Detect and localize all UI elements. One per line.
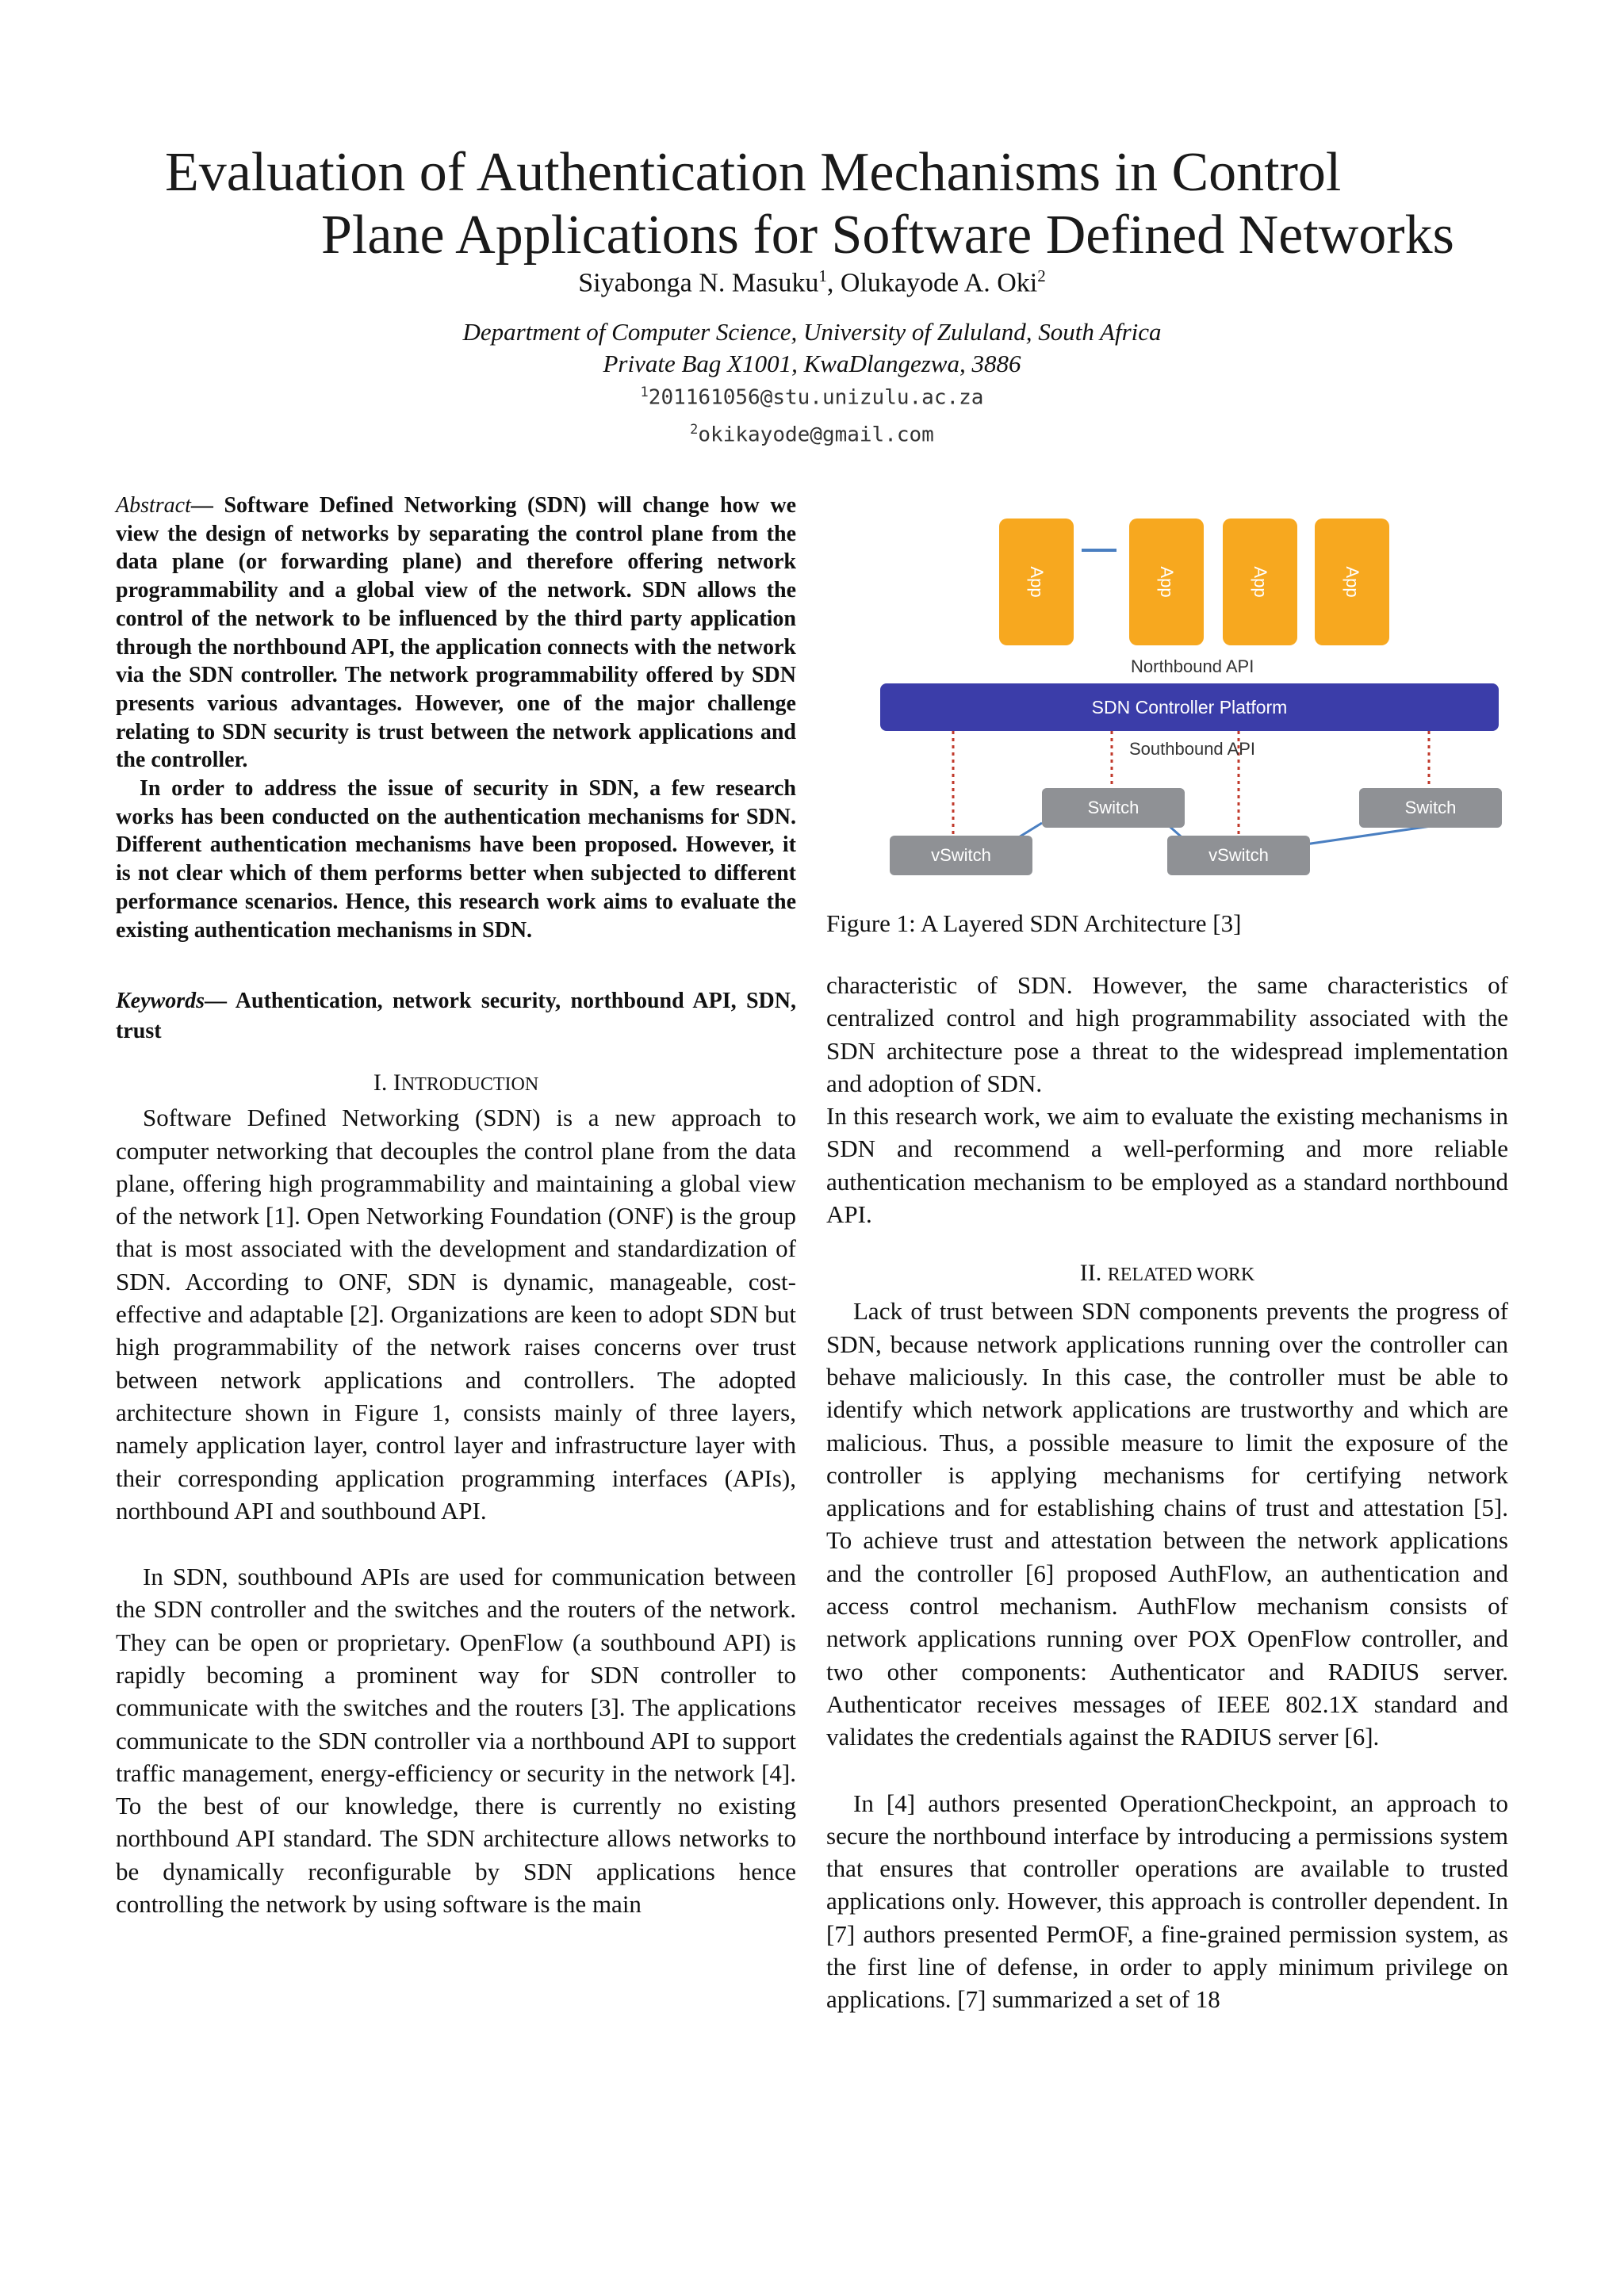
section-heading-introduction: [116, 1066, 796, 1101]
keywords-label: Keywords: [116, 989, 205, 1014]
section-1-initial: I: [393, 1070, 401, 1096]
intro-paragraph-2: In SDN, southbound APIs are used for communication between the SDN controller and the switches and the routers of the network. They can be open or proprietary. OpenFlow (a southbound API) is rapidly becoming a prominent way for SDN controller to communicate with the switches and the routers [3]. The applications communicate to the SDN controller via a northbound API to support traffic management, energy-efficiency or security in the network [4]. To the best of our knowledge, there is currently no existing northbound API standard. The SDN architecture allows networks to be dynamically reconfigurable by SDN applications hence controlling the network by using software is the main: [116, 1563, 796, 1919]
author-1: Siyabonga N. Masuku: [578, 268, 819, 298]
email-2-mark: 2: [690, 422, 699, 438]
abstract-label: Abstract: [116, 493, 191, 518]
section-heading-related-work: [826, 1257, 1508, 1292]
paper-title-line-2: Plane Applications for Software Defined Networks: [321, 205, 1454, 266]
abstract-text-2: In order to address the issue of security in SDN, a few research works has been conducted on the authentication mechanisms for SDN. Different authentication mechanisms have been proposed. However, it is not clear which of them performs better when subjected to different performance scenarios. Hence, this research work aims to evaluate the existing authentication mechanisms in SDN.: [116, 776, 796, 943]
email-1: [0, 385, 1624, 410]
sdn-controller-platform: SDN Controller Platform: [880, 683, 1499, 731]
affiliation-line-2: Private Bag X1001, KwaDlangezwa, 3886: [603, 350, 1021, 377]
figure-caption: Figure 1: A Layered SDN Architecture [3]: [826, 909, 1242, 937]
switch-box-2: Switch: [1359, 788, 1502, 828]
email-2: [0, 422, 1624, 447]
paper-title-line-1: Evaluation of Authentication Mechanisms in Control: [165, 142, 1342, 203]
abstract-paragraph-1: [116, 492, 796, 775]
abstract-dash: —: [190, 493, 213, 518]
section-2-numeral: II.: [1079, 1260, 1108, 1287]
sdn-architecture-figure: [874, 515, 1508, 888]
vswitch-box-1: vSwitch: [890, 836, 1032, 875]
northbound-api-label: Northbound API: [1131, 656, 1254, 676]
abstract-paragraph-2: [116, 775, 796, 944]
right-column: [826, 969, 1508, 2016]
intro-paragraph-1: Software Defined Networking (SDN) is a new approach to computer networking that decouples the control plane from the data plane, offering high programmability and maintaining a global view of the network [1]. Open Networking Foundation (ONF) is the group that is most associated with the development and standardization of SDN. According to ONF, SDN is dynamic, manageable, cost-effective and adaptable [2]. Organizations are keen to adopt SDN but high programmability of the network raises concerns over trust between network applications and controllers. The adopted architecture shown in Figure 1, consists mainly of three layers, namely application layer, control layer and infrastructure layer with their corresponding application programming interfaces (APIs), northbound API and southbound API.: [116, 1104, 796, 1525]
author-1-affil-mark: 1: [818, 266, 827, 285]
affiliation-line-1: Department of Computer Science, University of Zululand, South Africa: [462, 318, 1162, 346]
keywords-dash: —: [205, 989, 227, 1014]
author-2-affil-mark: 2: [1037, 266, 1046, 285]
author-2: Olukayode A. Oki: [840, 268, 1038, 298]
research-aim: In this research work, we aim to evaluate the existing mechanisms in SDN and recommend a well-performing and more reliable authentication mechanism to be employed as a standard northbound API.: [826, 1102, 1508, 1229]
app-box-3-label: App: [1251, 566, 1270, 598]
keywords-text: Authentication, network security, northbound API, SDN, trust: [116, 989, 796, 1044]
related-work-paragraph-1: Lack of trust between SDN components prevents the progress of SDN, because network applications running over the controller can behave maliciously. In this case, the controller must be able to identify which network applications are trustworthy and which are malicious. Thus, a possible measure to limit the exposure of the controller is applying mechanisms for certifying network applications and for establishing chains of trust and attestation [5]. To achieve trust and attestation between the network applications and the controller [6] proposed AuthFlow, an authentication and access control mechanism. AuthFlow mechanism consists of network applications running over POX OpenFlow controller, and two other components: Authenticator and RADIUS server. Authenticator receives messages of IEEE 802.1X standard and validates the credentials against the RADIUS server [6].: [826, 1297, 1508, 1751]
abstract: [116, 492, 796, 944]
email-2-address: okikayode@gmail.com: [698, 423, 934, 447]
keywords: [116, 986, 796, 1047]
app-box-2-label: App: [1157, 566, 1177, 598]
section-2-title: RELATED WORK: [1107, 1265, 1255, 1286]
intro-continuation: characteristic of SDN. However, the same characteristics of centralized control and high programmability associated with the SDN architecture pose a threat to the widespread implementation and adoption of SDN.: [826, 971, 1508, 1097]
email-1-address: 201161056@stu.unizulu.ac.za: [648, 385, 984, 410]
app-box-3: [1223, 519, 1297, 645]
email-1-mark: 1: [640, 385, 649, 400]
southbound-api-label: Southbound API: [1129, 739, 1256, 759]
abstract-text-1: Software Defined Networking (SDN) will change how we view the design of networks by separating the control plane from the data plane (or forwarding plane) and therefore offering network programmability and a global view of the network. SDN allows the control of the network to be influenced by the third party application through the northbound API, the application connects with the network via the SDN controller. The network programmability offered by SDN presents various advantages. However, one of the major challenge relating to SDN security is trust between the network applications and the controller.: [116, 493, 796, 773]
section-1-numeral: I.: [373, 1070, 393, 1096]
section-1-title-rest: NTRODUCTION: [400, 1074, 539, 1096]
author-list: [0, 266, 1624, 298]
app-box-1: [999, 519, 1074, 645]
vswitch-box-2: vSwitch: [1167, 836, 1310, 875]
author-separator: ,: [826, 268, 841, 298]
left-column: [116, 492, 796, 1920]
app-box-1-label: App: [1027, 566, 1047, 598]
related-work-paragraph-2: In [4] authors presented OperationCheckpoint, an approach to secure the northbound interface by introducing a permissions system that ensures that controller operations are available to trusted applications only. However, this approach is controller dependent. In [7] authors presented PermOF, a fine-grained permission system, as the first line of defense, in order to apply minimum privilege on applications. [7] summarized a set of 18: [826, 1789, 1508, 2014]
app-box-4-label: App: [1342, 566, 1362, 598]
app-box-4: [1315, 519, 1389, 645]
app-box-2: [1129, 519, 1204, 645]
switch-box-1: Switch: [1042, 788, 1185, 828]
